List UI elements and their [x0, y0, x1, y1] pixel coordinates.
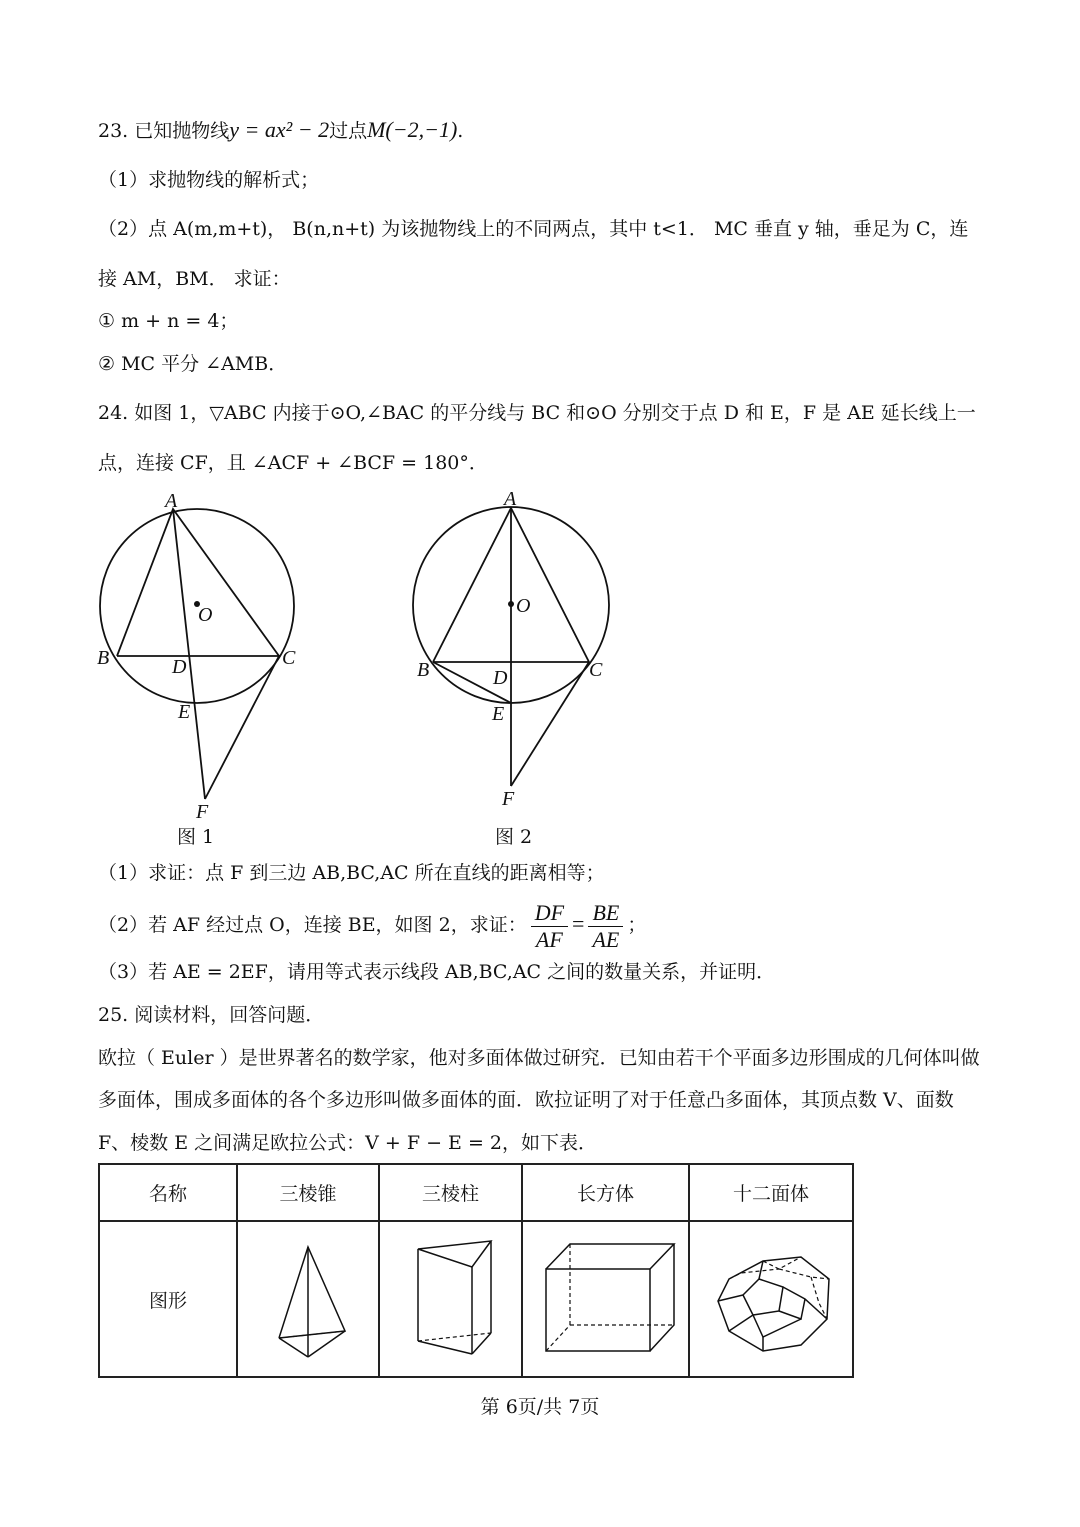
q25-para-line1: 欧拉（ Euler ）是世界著名的数学家，他对多面体做过研究．已知由若干个平面多边形围成的几何体叫做 — [98, 1047, 980, 1069]
polyhedra-table — [98, 1163, 854, 1378]
q24-part3: （3）若 AE = 2EF，请用等式表示线段 AB,BC,AC 之间的数量关系，并证明． — [98, 961, 776, 983]
label-f-fig1: F — [196, 801, 209, 823]
segment-cf-fig2 — [511, 662, 589, 786]
triangle-abc-fig1 — [117, 509, 279, 656]
label-a-fig2: A — [504, 488, 517, 510]
center-dot-fig2 — [508, 601, 514, 607]
label-b-fig2: B — [417, 659, 430, 681]
q24-stem-line1: 24. 如图 1，▽ABC 内接于⊙O,∠BAC 的平分线与 BC 和⊙O 分别交于点 D 和 E，F 是 AE 延长线上一 — [98, 402, 976, 424]
triangular-prism-icon — [396, 1227, 506, 1367]
q24-figure-2 — [405, 486, 620, 816]
table-header: 长方体 — [522, 1164, 689, 1221]
q23-part2-line2: 接 AM，BM． 求证： — [98, 268, 291, 290]
dodecahedron-icon — [701, 1227, 841, 1367]
figure-1-caption: 图 1 — [177, 826, 215, 848]
fraction-be-ae: $\frac{BE}{AE}$ — [588, 900, 623, 953]
segment-af-fig1 — [173, 509, 205, 799]
q23-claim1: ① m + n = 4； — [98, 310, 239, 332]
table-header: 三棱锥 — [237, 1164, 379, 1221]
label-e-fig1: E — [178, 701, 191, 723]
label-f-fig2: F — [502, 788, 515, 810]
q25-para-line2: 多面体，围成多面体的各个多边形叫做多面体的面．欧拉证明了对于任意凸多面体，其顶点数 V、面数 — [98, 1089, 954, 1111]
q24-part2: （2）若 AF 经过点 O，连接 BE，如图 2，求证： $\frac{DF}{AF}$ = $\frac{BE}{AE}$ ； — [98, 899, 647, 952]
segment-cf-fig1 — [205, 656, 279, 799]
label-c-fig2: C — [589, 659, 603, 681]
cuboid-icon — [536, 1227, 676, 1367]
label-d-fig1: D — [172, 656, 187, 678]
label-a-fig1: A — [165, 490, 178, 512]
table-header: 十二面体 — [689, 1164, 853, 1221]
label-b-fig1: B — [97, 647, 110, 669]
label-d-fig2: D — [493, 667, 508, 689]
q24-part1: （1）求证：点 F 到三边 AB,BC,AC 所在直线的距离相等； — [98, 862, 605, 884]
q25-para-line3: F、棱数 E 之间满足欧拉公式：V + F − E = 2，如下表． — [98, 1132, 597, 1154]
label-o-fig1: O — [198, 604, 213, 626]
q23-part1: （1）求抛物线的解析式； — [98, 169, 320, 191]
triangular-pyramid-icon — [253, 1227, 363, 1367]
q24-stem-line2: 点，连接 CF，且 ∠ACF + ∠BCF = 180°． — [98, 452, 488, 474]
label-o-fig2: O — [516, 595, 531, 617]
figure-2-caption: 图 2 — [495, 826, 533, 848]
q23-stem: 23. 已知抛物线y = ax² − 2过点M(−2,−1). — [98, 117, 464, 142]
q23-part2-line1: （2）点 A(m,m+t)， B(n,n+t) 为该抛物线上的不同两点，其中 t<1． MC 垂直 y 轴，垂足为 C，连 — [98, 218, 969, 240]
table-header: 名称 — [99, 1164, 237, 1221]
fraction-df-af: $\frac{DF}{AF}$ — [531, 900, 568, 953]
q24-figure-1 — [90, 490, 320, 830]
q23-claim2: ② MC 平分 ∠AMB． — [98, 353, 288, 375]
table-header: 三棱柱 — [379, 1164, 522, 1221]
label-c-fig1: C — [282, 647, 296, 669]
label-e-fig2: E — [492, 703, 505, 725]
row-label: 图形 — [99, 1221, 237, 1377]
page-footer: 第 6页/共 7页 — [480, 1396, 600, 1418]
q25-title: 25. 阅读材料，回答问题． — [98, 1004, 325, 1026]
